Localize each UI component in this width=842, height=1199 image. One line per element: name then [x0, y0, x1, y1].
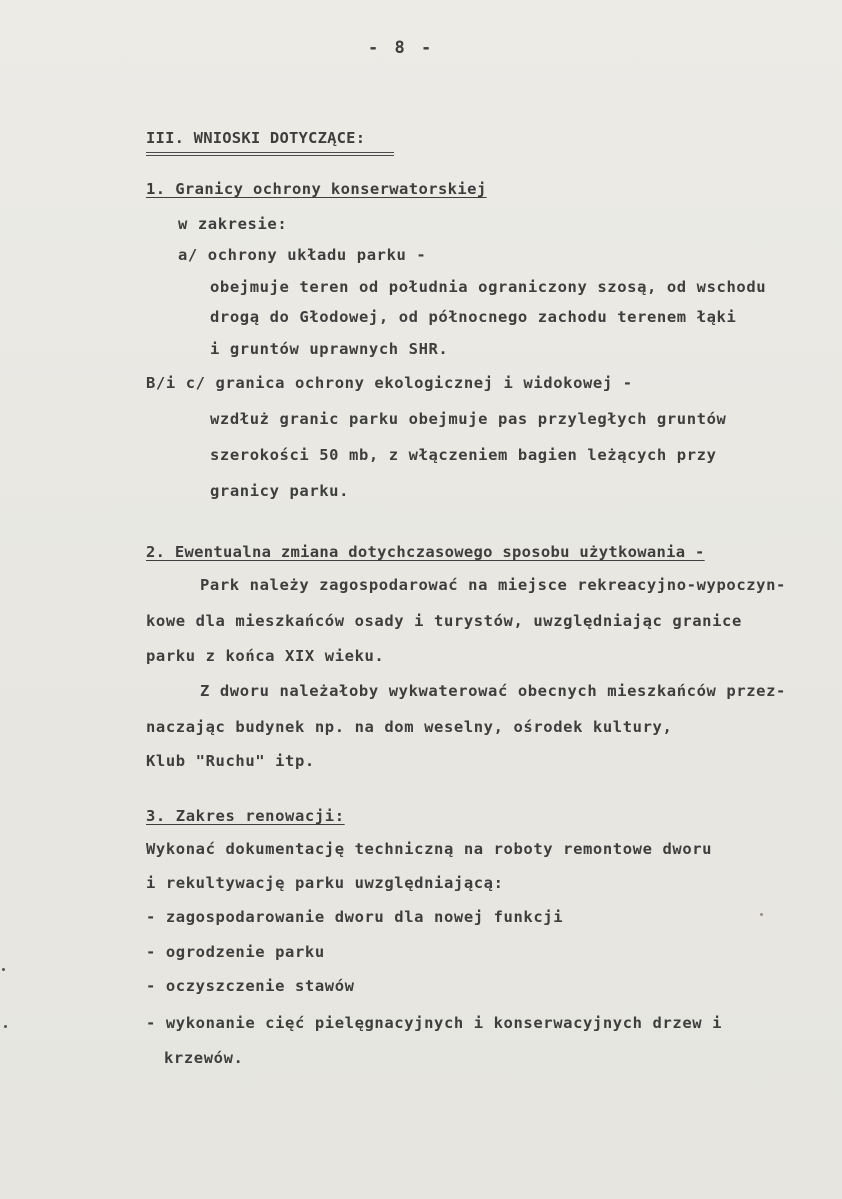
- s1-a-line-1: obejmuje teren od południa ograniczony szosą, od wschodu: [210, 278, 767, 296]
- s1-a-line-3: i gruntów uprawnych SHR.: [210, 340, 449, 358]
- s2-p1-line-1: Park należy zagospodarować na miejsce rekreacyjno-wypoczyn-: [200, 576, 786, 594]
- s3-list-item-4: - wykonanie cięć pielęgnacyjnych i konserwacyjnych drzew i: [146, 1014, 723, 1032]
- s3-list-item-3: - oczyszczenie stawów: [146, 977, 355, 995]
- s3-intro-line-1: Wykonać dokumentację techniczną na roboty remontowe dworu: [146, 840, 713, 858]
- s3-list-item-2: - ogrodzenie parku: [146, 943, 325, 961]
- s3-heading: 3. Zakres renowacji:: [146, 807, 345, 825]
- s1-b-line-3: granicy parku.: [210, 482, 350, 500]
- s1-b-line-2: szerokości 50 mb, z włączeniem bagien leżących przy: [210, 446, 717, 464]
- s3-intro-line-2: i rekultywację parku uwzględniającą:: [146, 874, 504, 892]
- s2-p1-line-2: kowe dla mieszkańców osady i turystów, uwzględniając granice: [146, 612, 742, 630]
- scan-speck: [2, 968, 5, 971]
- s1-intro: w zakresie:: [178, 215, 288, 233]
- s2-p2-line-1: Z dworu należałoby wykwaterować obecnych mieszkańców przez-: [200, 682, 786, 700]
- s2-p2-line-3: Klub "Ruchu" itp.: [146, 752, 315, 770]
- s1-a-label: a/ ochrony układu parku -: [178, 246, 427, 264]
- scan-speck: [4, 1025, 7, 1028]
- section-title-double-underline: [146, 152, 394, 156]
- page-number: - 8 -: [368, 38, 435, 58]
- s1-b-label: B/i c/ granica ochrony ekologicznej i widokowej -: [146, 374, 633, 392]
- s1-a-line-2: drogą do Głodowej, od północnego zachodu terenem łąki: [210, 308, 737, 326]
- s2-heading: 2. Ewentualna zmiana dotychczasowego sposobu użytkowania -: [146, 543, 705, 561]
- s1-b-line-1: wzdłuż granic parku obejmuje pas przyległych gruntów: [210, 410, 727, 428]
- s3-list-item-4-cont: krzewów.: [164, 1049, 244, 1067]
- s3-list-item-1: - zagospodarowanie dworu dla nowej funkcji: [146, 908, 564, 926]
- section-title: III. WNIOSKI DOTYCZĄCE:: [146, 129, 366, 147]
- s2-p1-line-3: parku z końca XIX wieku.: [146, 647, 385, 665]
- s2-p2-line-2: naczając budynek np. na dom weselny, ośrodek kultury,: [146, 718, 673, 736]
- s1-heading: 1. Granicy ochrony konserwatorskiej: [146, 180, 487, 198]
- scan-speck: [760, 913, 763, 916]
